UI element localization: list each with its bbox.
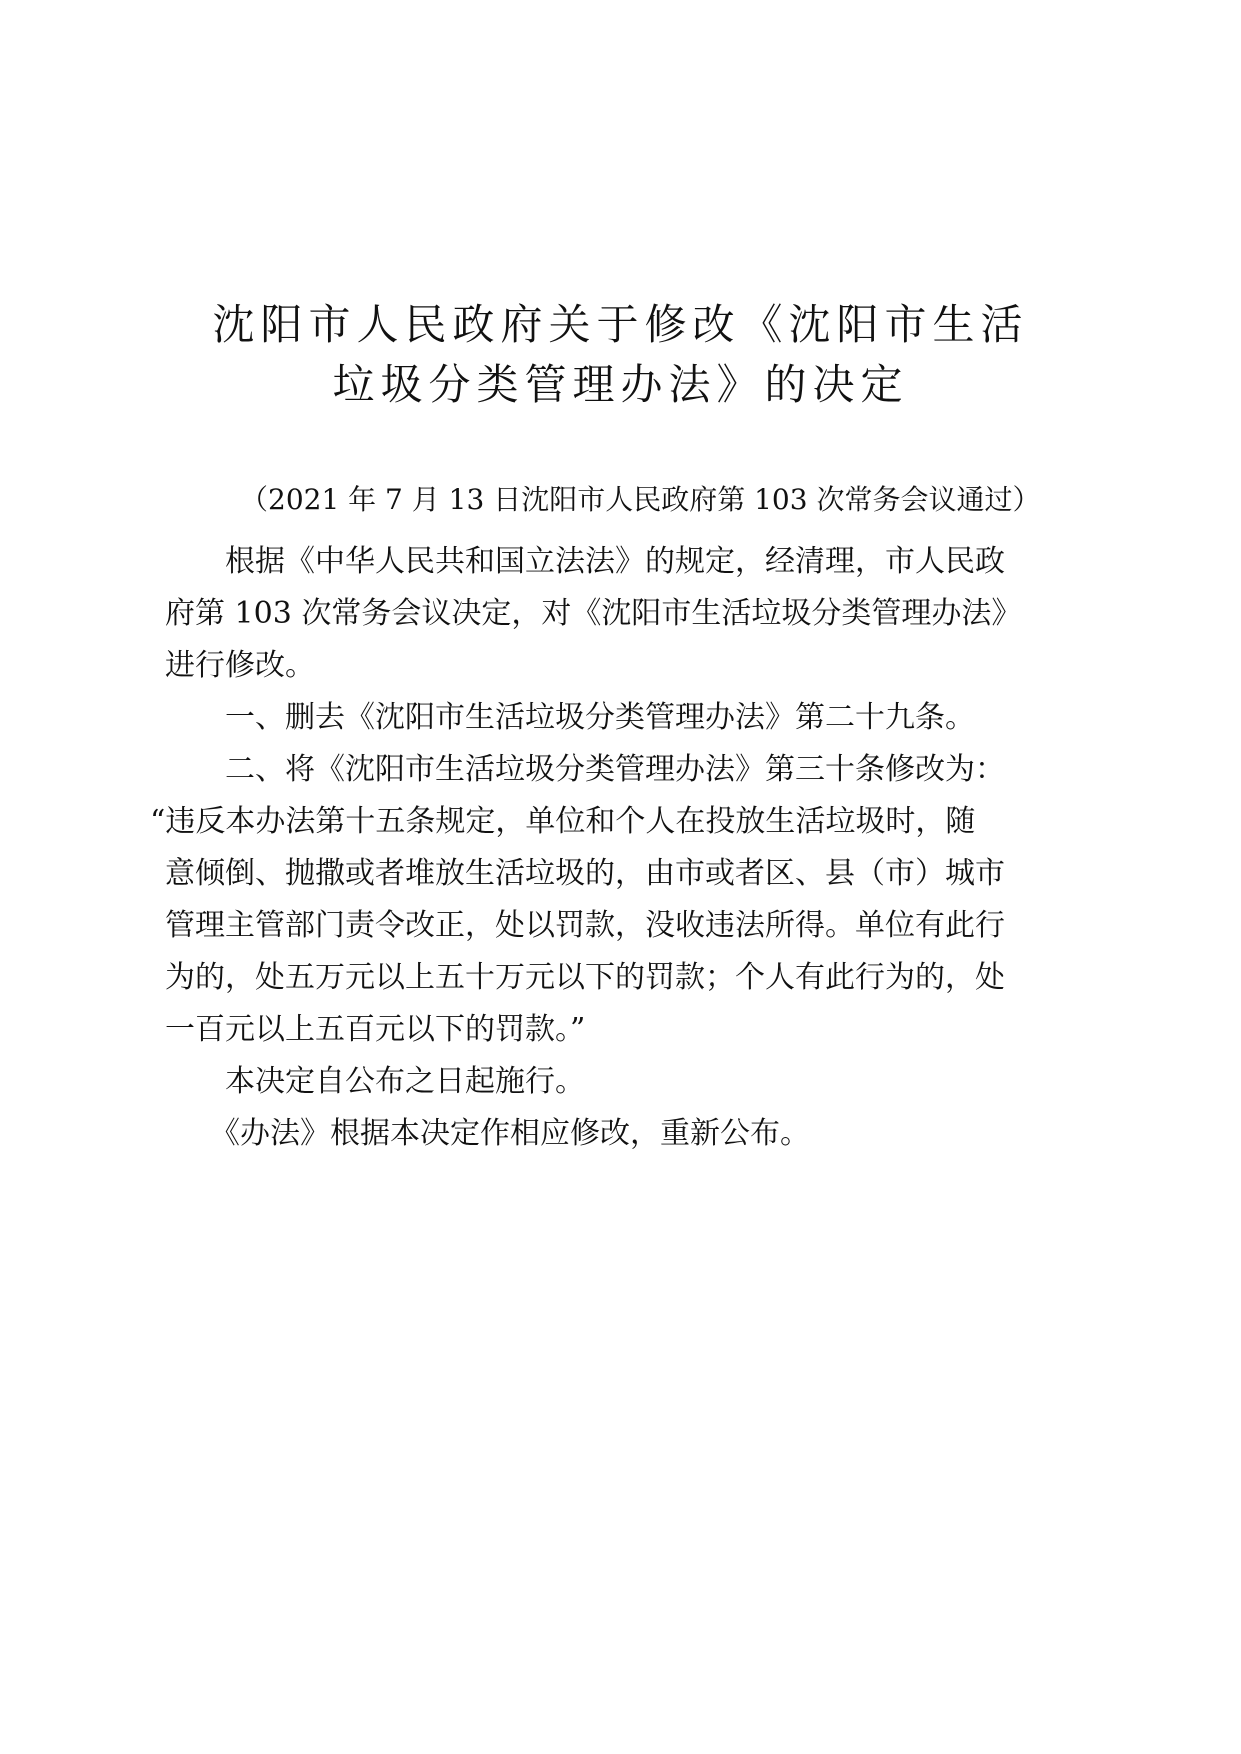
paragraph-1-line-3: 进行修改。 bbox=[165, 648, 315, 683]
document-title-line-2: 垃圾分类管理办法》的决定 bbox=[332, 360, 909, 409]
paragraph-1-line-1: 根据《中华人民共和国立法法》的规定，经清理，市人民政 bbox=[225, 544, 1005, 579]
item-2-line-3: 意倾倒、抛撒或者堆放生活垃圾的，由市或者区、县（市）城市 bbox=[165, 856, 1005, 891]
item-2-line-4: 管理主管部门责令改正，处以罚款，没收违法所得。单位有此行 bbox=[165, 908, 1005, 943]
item-2-line-2: “违反本办法第十五条规定，单位和个人在投放生活垃圾时，随 bbox=[150, 804, 976, 839]
adoption-note: （2021 年 7 月 13 日沈阳市人民政府第 103 次常务会议通过） bbox=[240, 483, 1041, 516]
item-1: 一、删去《沈阳市生活垃圾分类管理办法》第二十九条。 bbox=[225, 700, 975, 735]
item-2-line-5: 为的，处五万元以上五十万元以下的罚款；个人有此行为的，处 bbox=[165, 960, 1005, 995]
paragraph-1-line-2: 府第 103 次常务会议决定，对《沈阳市生活垃圾分类管理办法》 bbox=[165, 596, 1022, 631]
item-2-line-1: 二、将《沈阳市生活垃圾分类管理办法》第三十条修改为： bbox=[225, 752, 1005, 787]
document-title-line-1: 沈阳市人民政府关于修改《沈阳市生活 bbox=[212, 300, 1029, 349]
item-2-line-6: 一百元以上五百元以下的罚款。” bbox=[165, 1012, 586, 1047]
effective-date-clause: 本决定自公布之日起施行。 bbox=[225, 1064, 585, 1099]
republish-clause: 《办法》根据本决定作相应修改，重新公布。 bbox=[210, 1116, 810, 1151]
